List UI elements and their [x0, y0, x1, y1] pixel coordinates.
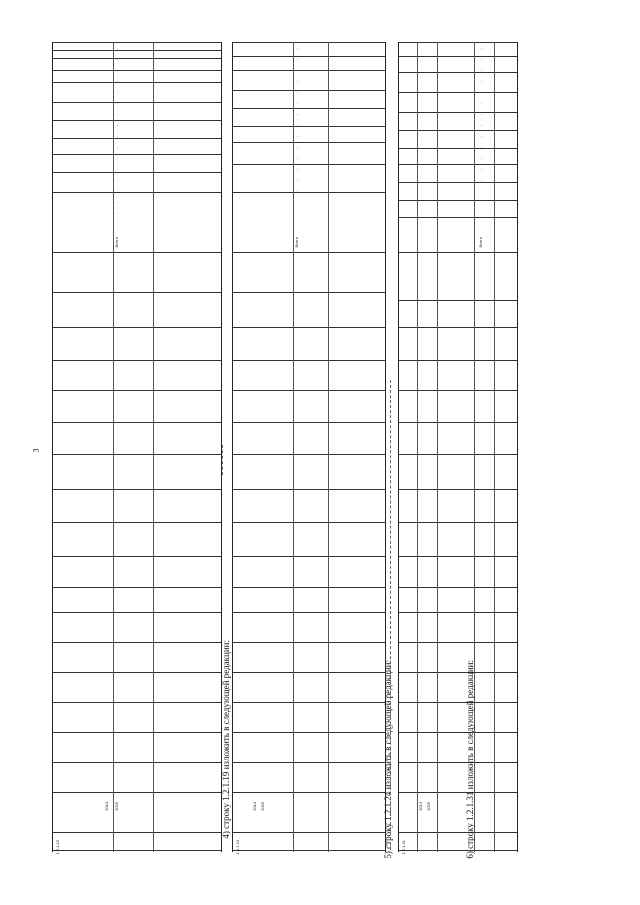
table-cell: -	[294, 81, 299, 83]
table-cell: -	[478, 158, 483, 160]
table-cell: -	[114, 92, 119, 94]
table-cell: -	[114, 147, 119, 149]
table-cell: -	[478, 147, 483, 149]
table-cell: -	[114, 48, 119, 50]
table-cell: -	[114, 169, 119, 171]
table-cell: -	[294, 59, 299, 61]
year-start: 2014	[252, 802, 257, 811]
column-separator	[390, 380, 391, 850]
table-cell: -	[478, 125, 483, 127]
table-cell: -	[478, 48, 483, 50]
table-cell: -	[114, 103, 119, 105]
total-label: Всего	[294, 237, 299, 248]
table-cell: -	[294, 147, 299, 149]
table-cell: -	[294, 92, 299, 94]
table-cell: -	[478, 114, 483, 116]
table-cell: -	[294, 114, 299, 116]
table-cell: -	[478, 70, 483, 72]
table-cell: -	[114, 125, 119, 127]
row-code: 1.2.1.31	[401, 840, 406, 855]
amendment-heading-5: 5) строку 1.2.1.24 изложить в следующей редакции:	[383, 660, 393, 859]
row-code: 1.2.1.19	[55, 840, 60, 855]
table-cell: -	[114, 202, 119, 204]
document-table-2	[232, 42, 386, 855]
table-cell: -	[114, 180, 119, 182]
year-end: 2026	[426, 802, 431, 811]
table-cell: -	[294, 169, 299, 171]
table-cell: -	[478, 81, 483, 83]
table-cell: -	[478, 103, 483, 105]
table-cell: -	[294, 70, 299, 72]
table-cell: -	[294, 191, 299, 193]
table-cell: -	[114, 81, 119, 83]
table-cell: -	[114, 59, 119, 61]
year-end: 2026	[260, 802, 265, 811]
table-cell: -	[294, 103, 299, 105]
table-cell: -	[294, 48, 299, 50]
table-cell: -	[114, 114, 119, 116]
table-cell: -	[294, 180, 299, 182]
document-table-1	[52, 42, 222, 855]
year-start: 2014	[418, 802, 423, 811]
column-separator	[222, 445, 223, 475]
table-cell: -	[114, 191, 119, 193]
table-cell: -	[478, 59, 483, 61]
table-cell: -	[114, 213, 119, 215]
table-cell: -	[478, 169, 483, 171]
amendment-heading-4: 4) строку 1.2.1.19 изложить в следующей редакции:	[221, 640, 231, 839]
table-cell: -	[478, 180, 483, 182]
total-label: Всего	[114, 237, 119, 248]
table-cell: -	[294, 158, 299, 160]
table-cell: -	[478, 136, 483, 138]
table-cell: -	[114, 70, 119, 72]
page-number: 3	[31, 448, 41, 453]
year-end: 2026	[114, 802, 119, 811]
table-cell: -	[114, 136, 119, 138]
table-cell: -	[294, 136, 299, 138]
table-cell: -	[294, 125, 299, 127]
year-start: 2014	[104, 802, 109, 811]
total-label: Всего	[478, 237, 483, 248]
row-code: 1.2.1.24	[235, 840, 240, 855]
document-table-3	[398, 42, 518, 855]
table-cell: -	[478, 92, 483, 94]
amendment-heading-6: 6) строку 1.2.1.31 изложить в следующей редакции:	[465, 660, 475, 859]
table-cell: -	[114, 158, 119, 160]
